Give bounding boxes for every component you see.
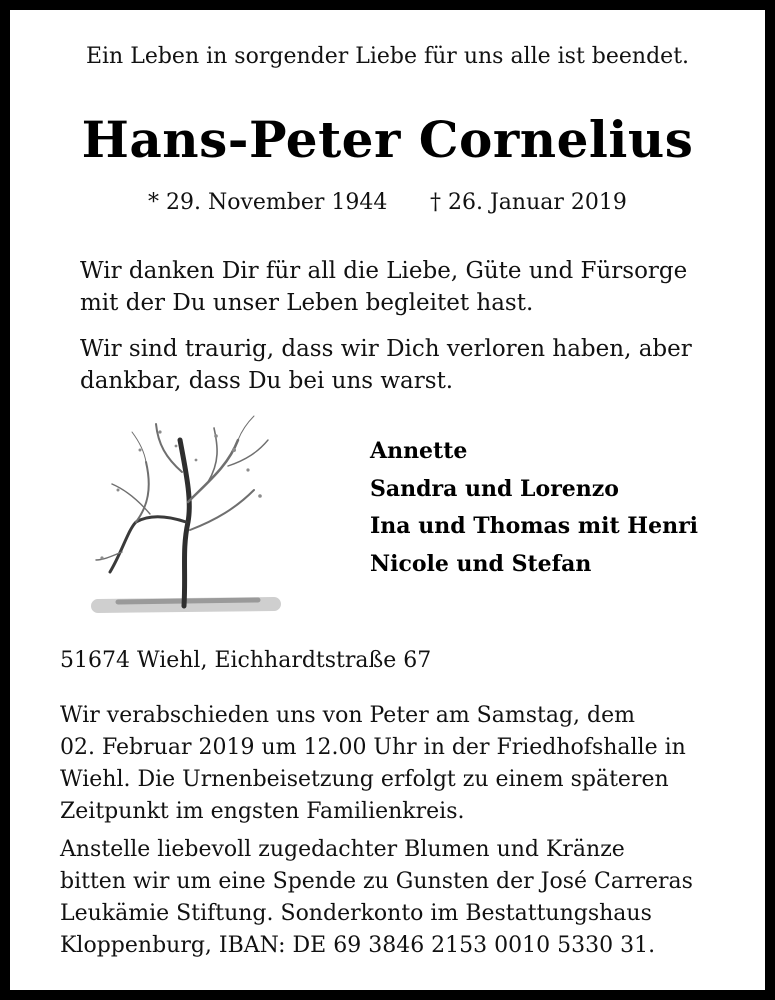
family-member: Nicole und Stefan <box>370 551 592 577</box>
thanks-line: dankbar, dass Du bei uns warst. <box>80 368 454 394</box>
family-member: Sandra und Lorenzo <box>370 476 619 502</box>
deceased-name: Hans-Peter Cornelius <box>81 110 694 169</box>
birth-date: * 29. November 1944 <box>148 190 388 215</box>
death-date: † 26. Januar 2019 <box>430 190 627 215</box>
funeral-text-line: Wir verabschieden uns von Peter am Samstag, dem <box>60 703 635 728</box>
funeral-text-line: 02. Februar 2019 um 12.00 Uhr in der Friedhofshalle in <box>60 735 686 760</box>
funeral-text-line: Kloppenburg, IBAN: DE 69 3846 2153 0010 5330 31. <box>60 933 656 958</box>
family-member: Annette <box>370 438 468 464</box>
funeral-text-line: bitten wir um eine Spende zu Gunsten der José Carreras <box>60 869 693 894</box>
thanks-line: mit der Du unser Leben begleitet hast. <box>80 290 534 316</box>
family-member: Ina und Thomas mit Henri <box>370 513 699 539</box>
thanks-line: Wir sind traurig, dass wir Dich verloren haben, aber <box>80 336 692 362</box>
thanks-line: Wir danken Dir für all die Liebe, Güte und Fürsorge <box>80 258 688 284</box>
tree-illustration <box>88 410 284 620</box>
funeral-text-line: Leukämie Stiftung. Sonderkonto im Bestattungshaus <box>60 901 652 926</box>
motto-line: Ein Leben in sorgender Liebe für uns alle ist beendet. <box>85 44 690 69</box>
address-line: 51674 Wiehl, Eichhardtstraße 67 <box>60 648 432 673</box>
funeral-text-line: Anstelle liebevoll zugedachter Blumen und Kränze <box>60 837 625 862</box>
funeral-text-line: Zeitpunkt im engsten Familienkreis. <box>60 799 465 824</box>
funeral-text-line: Wiehl. Die Urnenbeisetzung erfolgt zu einem späteren <box>60 767 669 792</box>
